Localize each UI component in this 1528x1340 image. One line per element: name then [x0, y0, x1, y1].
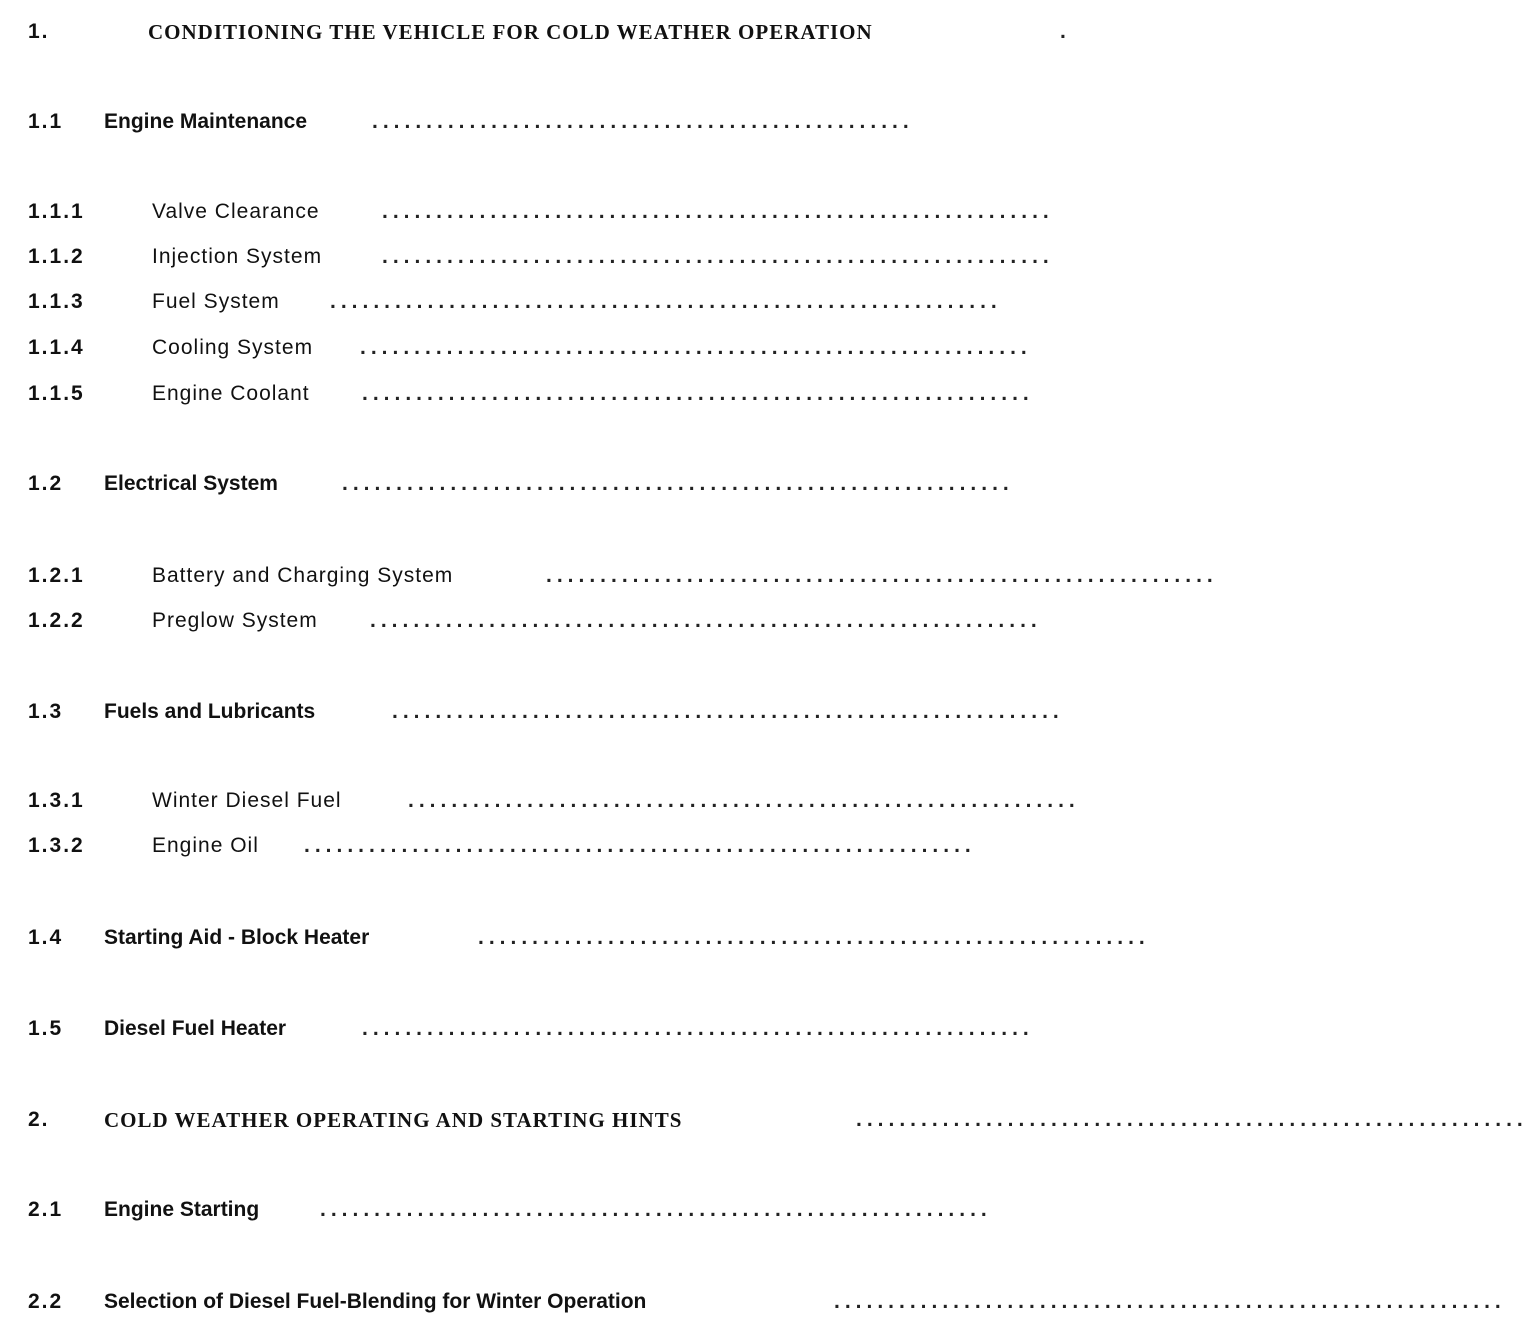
- toc-title: Valve Clearance: [152, 196, 326, 228]
- toc-title: Cooling System: [152, 332, 319, 364]
- toc-title: Engine Oil: [152, 830, 265, 862]
- toc-title: COLD WEATHER OPERATING AND STARTING HINTS: [104, 1104, 688, 1136]
- dot-leader: .: [1060, 20, 1071, 43]
- dot-leader: ..............................................................: [546, 564, 1218, 587]
- toc-title: Engine Coolant: [152, 378, 316, 410]
- toc-title: Engine Starting: [104, 1194, 265, 1226]
- toc-entry-1-1[interactable]: [0, 106, 1088, 138]
- toc-title: Engine Maintenance: [104, 106, 313, 138]
- dot-leader: ..............................................................: [304, 834, 976, 857]
- toc-number: 1.2: [28, 472, 64, 495]
- toc-entry-1-1-4[interactable]: [0, 332, 1088, 364]
- toc-number: 2.2: [28, 1290, 64, 1313]
- dot-leader: ..............................................................: [360, 336, 1032, 359]
- dot-leader: ..............................................................: [408, 789, 1080, 812]
- toc-title: CONDITIONING THE VEHICLE FOR COLD WEATHER OPERATION: [148, 16, 879, 48]
- toc-number: 1.1.2: [28, 245, 85, 268]
- toc-number: 1.1.4: [28, 336, 85, 359]
- toc-title: Starting Aid - Block Heater: [104, 922, 375, 954]
- toc-entry-1-2[interactable]: [0, 468, 1088, 500]
- toc-number: 1.3: [28, 700, 64, 723]
- dot-leader: ..............................................................: [478, 926, 1150, 949]
- dot-leader: ..............................................................: [382, 200, 1054, 223]
- dot-leader: ..............................................................: [330, 290, 1002, 313]
- toc-number: 1.1.1: [28, 200, 85, 223]
- dot-leader: ..............................................................: [362, 1017, 1034, 1040]
- toc-entry-1-4[interactable]: [0, 922, 1150, 954]
- dot-leader: ..............................................................: [342, 472, 1014, 495]
- toc-title: Battery and Charging System: [152, 560, 459, 592]
- toc-title: Fuel System: [152, 286, 286, 318]
- toc-entry-1-3-1[interactable]: [0, 785, 1088, 817]
- dot-leader: ..............................................................: [382, 245, 1054, 268]
- toc-title: Electrical System: [104, 468, 284, 500]
- toc-number: 1.: [28, 20, 50, 43]
- toc-number: 1.1: [28, 110, 64, 133]
- toc-entry-1-1-2[interactable]: [0, 241, 1088, 273]
- toc-entry-1-2-2[interactable]: [0, 605, 1088, 637]
- dot-leader: ..............................................................: [856, 1108, 1528, 1131]
- toc-entry-1-1-1[interactable]: [0, 196, 1088, 228]
- dot-leader: ..............................................................: [370, 609, 1042, 632]
- toc-entry-1-3[interactable]: [0, 696, 1088, 728]
- dot-leader: ..............................................................: [834, 1290, 1506, 1313]
- toc-number: 1.4: [28, 926, 64, 949]
- toc-entry-1-3-2[interactable]: [0, 830, 1088, 862]
- toc-number: 1.3.1: [28, 789, 85, 812]
- toc-entry-1-5[interactable]: [0, 1013, 1088, 1045]
- toc-entry-2[interactable]: [0, 1104, 1528, 1136]
- dot-leader: ..................................................: [372, 110, 914, 133]
- toc-number: 2.1: [28, 1198, 64, 1221]
- dot-leader: ..............................................................: [320, 1198, 992, 1221]
- toc-title: Fuels and Lubricants: [104, 696, 321, 728]
- toc-entry-1-1-5[interactable]: [0, 378, 1088, 410]
- toc-number: 2.: [28, 1108, 50, 1131]
- toc-number: 1.5: [28, 1017, 64, 1040]
- toc-entry-2-1[interactable]: [0, 1194, 1088, 1226]
- toc-number: 1.2.2: [28, 609, 85, 632]
- toc-entry-1[interactable]: [0, 16, 1088, 48]
- toc-entry-2-2[interactable]: [0, 1286, 1506, 1318]
- toc-entry-1-2-1[interactable]: [0, 560, 1218, 592]
- toc-number: 1.2.1: [28, 564, 85, 587]
- toc-entry-1-1-3[interactable]: [0, 286, 1088, 318]
- toc-number: 1.3.2: [28, 834, 85, 857]
- toc-title: Diesel Fuel Heater: [104, 1013, 292, 1045]
- toc-number: 1.1.5: [28, 382, 85, 405]
- dot-leader: ..............................................................: [392, 700, 1064, 723]
- dot-leader: ..............................................................: [362, 382, 1034, 405]
- toc-title: Injection System: [152, 241, 328, 273]
- toc-number: 1.1.3: [28, 290, 85, 313]
- toc-title: Selection of Diesel Fuel-Blending for Winter Operation: [104, 1286, 652, 1318]
- toc-title: Preglow System: [152, 605, 324, 637]
- toc-title: Winter Diesel Fuel: [152, 785, 348, 817]
